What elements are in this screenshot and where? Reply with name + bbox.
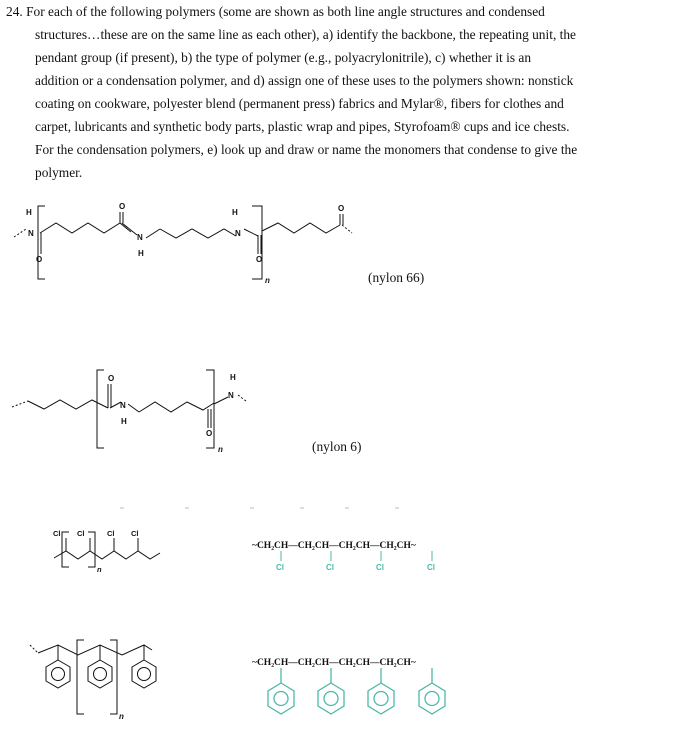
pvc-condensed-formula: ~CH₂CH—CH₂CH—CH₂CH—CH₂CH~ [252,541,416,551]
atom-O: O [119,202,126,211]
atom-H: H [138,249,144,258]
question-text-line: addition or a condensation polymer, and d) assign one of these uses to the polymers shown: nonstick [35,73,574,88]
pvc-pendants [276,563,435,572]
question-text-line: For the condensation polymers, e) look up and draw or name the monomers that condense to give the [35,142,578,157]
question-number: 24. [6,4,23,19]
pendant-Cl: Cl [326,563,334,572]
atom-H: H [230,373,236,382]
question-text-line: For each of the following polymers (some are shown as both line angle structures and condensed [26,4,545,19]
atom-N: N [120,401,126,410]
atom-Cl: Cl [107,529,115,538]
atom-H: H [232,208,238,217]
atom-O: O [108,374,115,383]
subscript-n: n [265,276,270,285]
atom-Cl: Cl [77,529,85,538]
polystyrene-condensed-formula: ~CH₂CH—CH₂CH—CH₂CH—CH₂CH~ [252,658,416,668]
question-text-line: coating on cookware, polyester blend (permanent press) fabrics and Mylar®, fibers for clothes and [35,96,564,111]
atom-O: O [206,429,213,438]
question-text-line: structures…these are on the same line as each other), a) identify the backbone, the repeating unit, the [35,27,576,42]
subscript-n: n [218,445,223,454]
atom-N: N [28,229,34,238]
atom-N: N [228,391,234,400]
polystyrene-line-structure [30,640,156,714]
question-text-line: pendant group (if present), b) the type of polymer (e.g., polyacrylonitrile), c) whether it is an [35,50,532,65]
atom-Cl: Cl [53,529,61,538]
nylon6-atoms [108,373,236,454]
subscript-n: n [97,565,102,574]
nylon6-label: (nylon 6) [312,439,362,454]
atom-Cl: Cl [131,529,139,538]
atom-N: N [137,233,143,242]
pvc-pendant-bonds [281,551,432,561]
atom-O: O [338,204,345,213]
pendant-Cl: Cl [427,563,435,572]
subscript-n: n [119,712,124,721]
nylon66-structure [14,206,352,279]
pendant-Cl: Cl [376,563,384,572]
question-text-line: carpet, lubricants and synthetic body parts, plastic wrap and pipes, Styrofoam® cups and ice chests. [35,119,570,134]
atom-H: H [121,417,127,426]
atom-N: N [235,229,241,238]
atom-H: H [26,208,32,217]
atom-O: O [256,255,263,264]
atom-O: O [36,255,43,264]
question-text-line: polymer. [35,165,83,180]
nylon66-atoms [26,202,344,285]
nylon66-label: (nylon 66) [368,270,425,285]
pendant-Cl: Cl [276,563,284,572]
polystyrene-pendant-rings [268,668,445,714]
